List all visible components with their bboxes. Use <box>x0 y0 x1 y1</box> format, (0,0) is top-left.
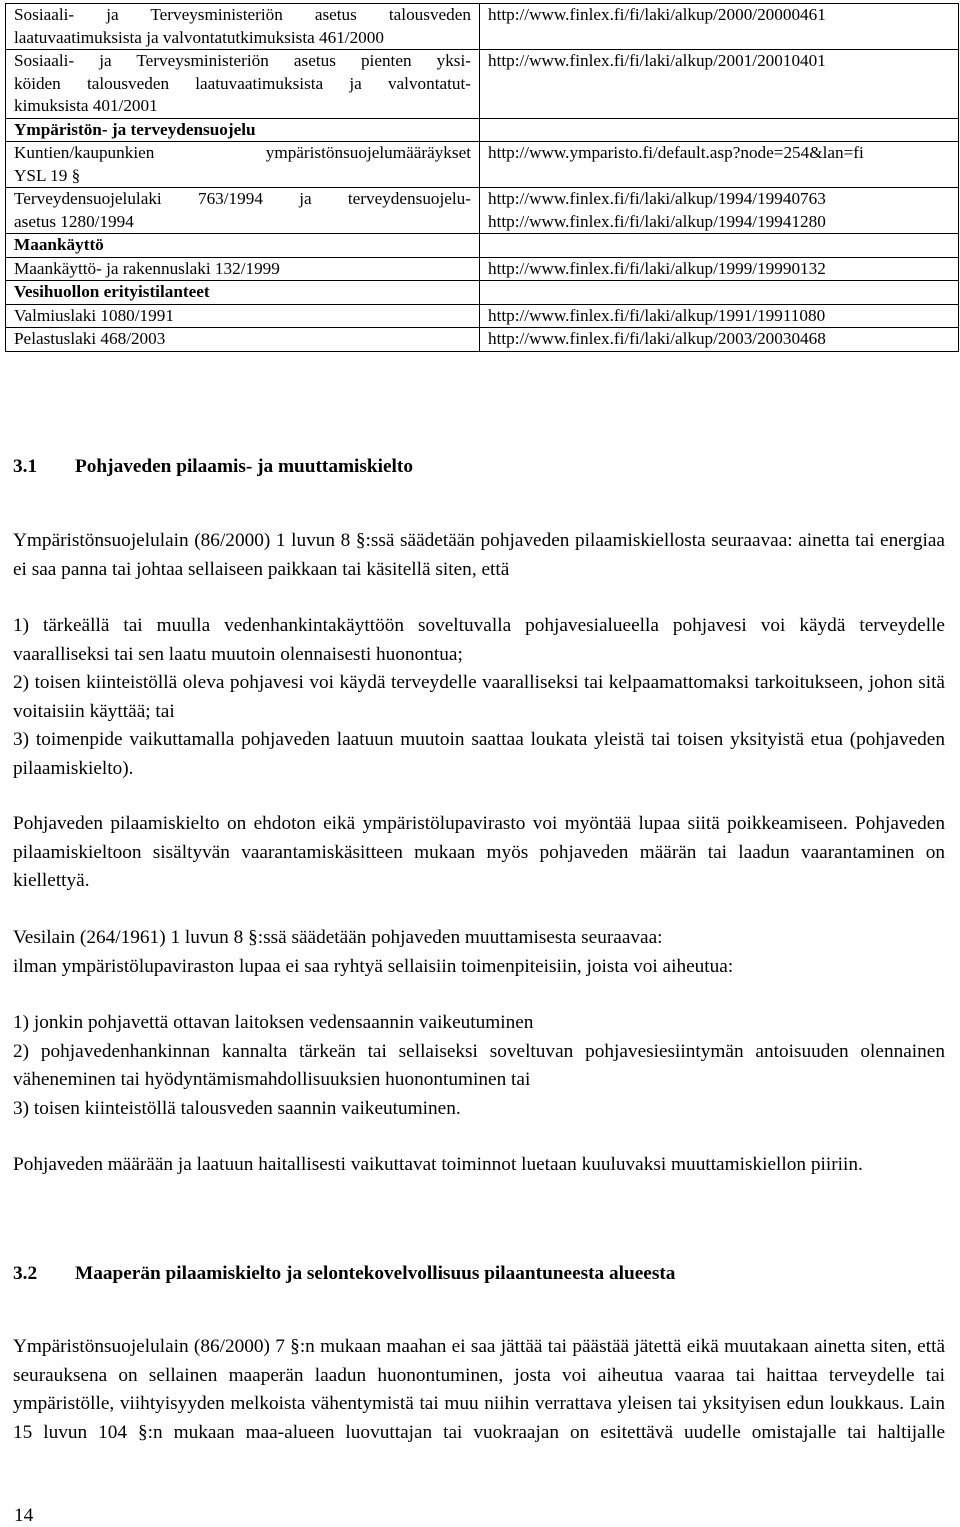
paragraph <box>13 924 945 981</box>
table-row <box>6 328 959 352</box>
law-name-cell <box>6 257 480 281</box>
paragraph <box>13 1151 945 1180</box>
paragraph <box>13 527 945 584</box>
law-url-cell <box>480 142 959 188</box>
empty-cell <box>480 234 959 258</box>
law-url-link[interactable]: http://www.finlex.fi/fi/laki/alkup/1994/19940763 <box>488 189 826 208</box>
law-name-line: Sosiaali- ja Terveysministeriön asetus pienten yksi- <box>14 51 471 70</box>
law-url-link[interactable]: http://www.finlex.fi/fi/laki/alkup/1991/19911080 <box>488 305 826 325</box>
law-url-cell <box>480 304 959 328</box>
section-heading: Vesihuollon erityistilanteet <box>14 282 210 301</box>
paragraph-text: Ympäristönsuojelulain (86/2000) 7 §:n mukaan maahan ei saa jättää tai päästää jätettä eikä muutakaan ainetta siten, että seurauksena on sellainen maaperän laadun huonontuminen, josta voi aiheutua vaaraa tai haittaa terveydelle tai ympäristölle, viihtyisyyden melkoista vähentymistä tai muu niihin verrattava yleisen tai yksityisen edun loukkaus. Lain 15 luvun 104 §:n mukaan maa-alueen luovuttajan tai vuokraajan on esitettävä uudelle omistajalle tai haltijalle <box>13 1336 945 1443</box>
list-item: 2) pohjavedenhankinnan kannalta tärkeän tai sellaiseksi soveltuvan pohjavesiesiintymän antoisuuden olennainen väheneminen tai hyödyntämismahdollisuuksien huonontuminen tai <box>13 1040 945 1090</box>
law-url-link[interactable]: http://www.finlex.fi/fi/laki/alkup/1994/19941280 <box>488 211 826 231</box>
law-name-line: Maankäyttö- ja rakennuslaki 132/1999 <box>14 258 280 278</box>
list-paragraph <box>13 1009 945 1123</box>
section-number: 3.1 <box>13 456 38 477</box>
paragraph <box>13 1333 945 1447</box>
law-url-cell <box>480 328 959 352</box>
empty-cell <box>480 118 959 142</box>
section-heading-cell <box>6 118 480 142</box>
table-row <box>6 257 959 281</box>
section-3-2-heading <box>13 1263 675 1285</box>
paragraph-text: Vesilain (264/1961) 1 luvun 8 §:ssä säädetään pohjaveden muuttamisesta seuraavaa: <box>13 927 663 948</box>
empty-cell <box>480 281 959 305</box>
law-name-line: YSL 19 § <box>14 165 81 185</box>
law-url-link[interactable]: http://www.finlex.fi/fi/laki/alkup/2000/20000461 <box>488 5 826 24</box>
table-row <box>6 304 959 328</box>
law-name-cell <box>6 304 480 328</box>
law-name-line: köiden talousveden laatuvaatimuksista ja valvontatut- <box>14 73 471 93</box>
section-heading: Maankäyttö <box>14 235 104 254</box>
paragraph-text: Pohjaveden pilaamiskielto on ehdoton eikä ympäristölupavirasto voi myöntää lupaa siitä poikkeamiseen. Pohjaveden pilaamiskieltoon sisältyvän vaarantamiskäsitteen mukaan myös pohjaveden määrän tai laadun vaarantaminen on kiellettyä. <box>13 813 945 891</box>
law-name-cell <box>6 50 480 119</box>
section-title: Pohjaveden pilaamis- ja muuttamiskielto <box>75 456 413 477</box>
table-row <box>6 50 959 119</box>
law-url-link[interactable]: http://www.finlex.fi/fi/laki/alkup/2003/20030468 <box>488 329 826 348</box>
paragraph-text: Pohjaveden määrään ja laatuun haitallisesti vaikuttavat toiminnot luetaan kuuluvaksi muuttamiskiellon piiriin. <box>13 1154 863 1175</box>
list-item: 2) toisen kiinteistöllä oleva pohjavesi voi käydä terveydelle vaaralliseksi tai kelpaamattomaksi tarkoitukseen, johon sitä voitaisiin käyttää; tai <box>13 672 945 722</box>
law-name-line: Sosiaali- ja Terveysministeriön asetus talousveden <box>14 5 471 24</box>
law-url-cell <box>480 4 959 50</box>
law-url-cell <box>480 257 959 281</box>
law-name-line: Terveydensuojelulaki 763/1994 ja terveydensuojelu- <box>14 189 471 208</box>
law-url-cell <box>480 188 959 234</box>
law-name-line: Pelastuslaki 468/2003 <box>14 329 166 348</box>
table-section-row <box>6 118 959 142</box>
paragraph-text: Ympäristönsuojelulain (86/2000) 1 luvun 8 §:ssä säädetään pohjaveden pilaamiskiellosta seuraavaa: ainetta tai energiaa ei saa panna tai johtaa sellaiseen paikkaan tai käsitellä siten, että <box>13 530 945 580</box>
law-name-cell <box>6 4 480 50</box>
table-row <box>6 142 959 188</box>
page-number: 14 <box>14 1505 34 1526</box>
list-item: 1) jonkin pohjavettä ottavan laitoksen vedensaannin vaikeutuminen <box>13 1012 534 1033</box>
list-paragraph <box>13 612 945 783</box>
list-item: 1) tärkeällä tai muulla vedenhankintakäyttöön soveltuvalla pohjavesialueella pohjavesi voi käydä terveydelle vaaralliseksi tai sen laatu muutoin olennaisesti huonontua; <box>13 615 945 665</box>
table-row <box>6 4 959 50</box>
law-name-line: laatuvaatimuksista ja valvontatutkimuksista 461/2000 <box>14 27 384 47</box>
section-heading: Ympäristön- ja terveydensuojelu <box>14 119 256 139</box>
section-3-1-heading <box>13 456 413 478</box>
law-url-link[interactable]: http://www.finlex.fi/fi/laki/alkup/2001/20010401 <box>488 51 826 70</box>
law-reference-table <box>5 3 959 352</box>
section-title: Maaperän pilaamiskielto ja selontekovelvollisuus pilaantuneesta alueesta <box>75 1263 676 1284</box>
paragraph-text: ilman ympäristölupaviraston lupaa ei saa ryhtyä sellaisiin toimenpiteisiin, joista voi aiheutua: <box>13 955 734 977</box>
table-section-row <box>6 234 959 258</box>
section-heading-cell <box>6 281 480 305</box>
list-item: 3) toimenpide vaikuttamalla pohjaveden laatuun muutoin saattaa loukata yleistä tai toisen yksityistä etua (pohjaveden pilaamiskielto). <box>13 729 945 779</box>
law-name-line: Valmiuslaki 1080/1991 <box>14 305 174 325</box>
law-url-cell <box>480 50 959 119</box>
law-url-link[interactable]: http://www.finlex.fi/fi/laki/alkup/1999/19990132 <box>488 258 826 278</box>
law-name-line: Kuntien/kaupunkien ympäristönsuojelumääräykset <box>14 143 471 162</box>
list-item: 3) toisen kiinteistöllä talousveden saannin vaikeutuminen. <box>13 1097 461 1119</box>
section-heading-cell <box>6 234 480 258</box>
table-section-row <box>6 281 959 305</box>
law-url-link[interactable]: http://www.ymparisto.fi/default.asp?node=254&lan=fi <box>488 143 864 162</box>
law-name-line: asetus 1280/1994 <box>14 211 134 231</box>
law-name-cell <box>6 188 480 234</box>
law-name-line: kimuksista 401/2001 <box>14 96 158 115</box>
table-row <box>6 188 959 234</box>
law-name-cell <box>6 142 480 188</box>
law-name-cell <box>6 328 480 352</box>
section-number: 3.2 <box>13 1263 38 1284</box>
paragraph <box>13 810 945 896</box>
